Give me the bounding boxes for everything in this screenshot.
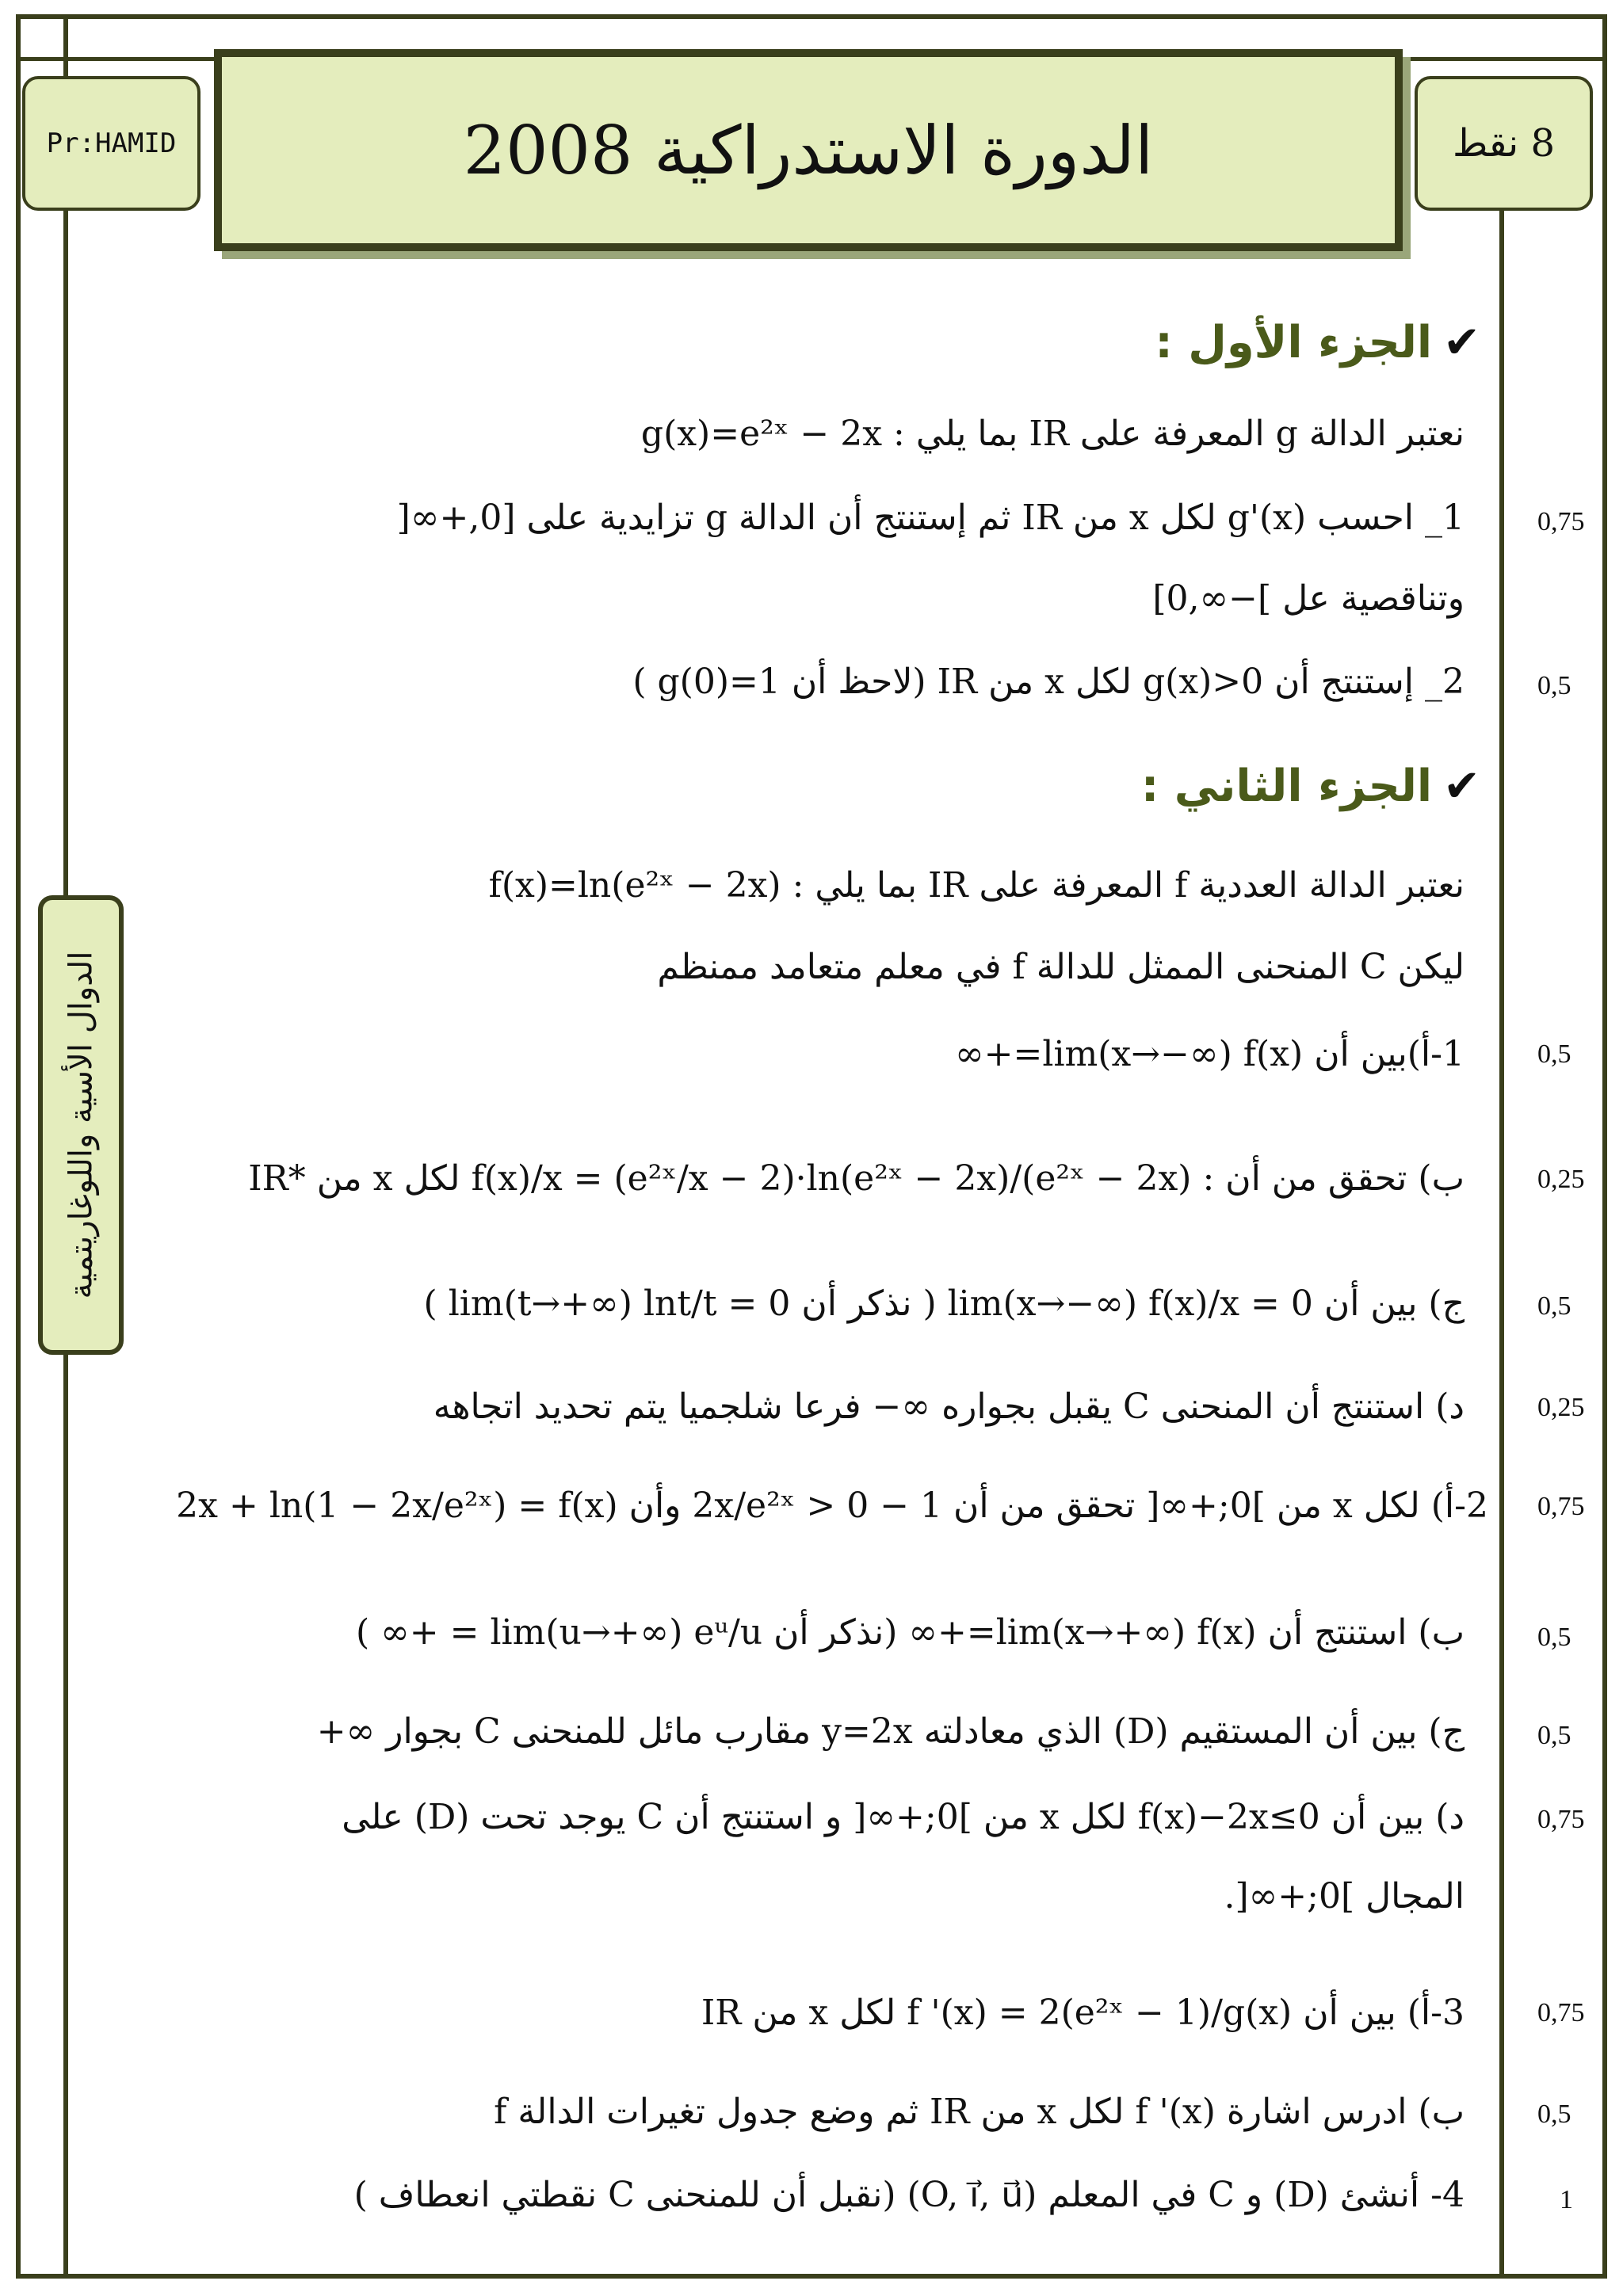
part1-heading xyxy=(1155,317,1480,368)
checkmark-icon: ✔ xyxy=(1443,317,1480,368)
title-box xyxy=(214,49,1403,251)
part2-q1d: د) استنتج أن المنحنى C يقبل بجواره ∞− فرعا شلجميا يتم تحديد اتجاهه xyxy=(433,1386,1465,1427)
part1-q2: 2_ إستنتج أن g(x)>0 لكل x من IR (لاحظ أن g(0)=1 ) xyxy=(632,662,1465,702)
score-p1q2: 0,5 xyxy=(1537,671,1571,700)
score-p2q2b: 0,5 xyxy=(1537,1623,1571,1652)
part2-heading xyxy=(1141,761,1480,812)
left-border-line xyxy=(16,14,21,2279)
part2-q3a: 3-أ) بين أن f '(x) = 2(e²ˣ − 1)/g(x) لكل x من IR xyxy=(701,1993,1465,2033)
score-p2q4: 1 xyxy=(1560,2185,1573,2214)
part2-q2d-line2: المجال ]0;+∞[. xyxy=(1224,1876,1465,1917)
chapter-tab-label: الدوال الأسية واللوغاريتمية xyxy=(63,951,99,1299)
chapter-tab xyxy=(38,895,124,1355)
part2-q1b: ب) تحقق من أن : f(x)/x = (e²ˣ/x − 2)·ln(e²ˣ − 2x)/(e²ˣ − 2x) لكل x من *IR xyxy=(248,1158,1465,1199)
author-box xyxy=(22,76,200,211)
right-border-line xyxy=(1602,14,1607,2279)
points-label: 8 نقط xyxy=(1452,121,1555,166)
score-p2q1a: 0,5 xyxy=(1537,1039,1571,1069)
score-p2q1c: 0,5 xyxy=(1537,1291,1571,1321)
part2-intro2: ليكن C المنحنى الممثل للدالة f في معلم متعامد ممنظم xyxy=(657,947,1465,987)
part2-q1c: ج) بين أن lim(x→−∞) f(x)/x = 0 ( نذكر أن lim(t→+∞) lnt/t = 0 ) xyxy=(423,1283,1465,1324)
part2-q2d-line1: د) بين أن f(x)−2x≤0 لكل x من ]0;+∞[ و استنتج أن C يوجد تحت (D) على xyxy=(342,1797,1465,1837)
score-column-line xyxy=(1499,190,1504,2279)
score-p1q1: 0,75 xyxy=(1537,507,1585,536)
part1-q1-line1: 1_ احسب g'(x) لكل x من IR ثم إستنتج أن الدالة g تزايدية على [0,+∞[ xyxy=(396,498,1465,538)
score-p2q2a: 0,75 xyxy=(1537,1492,1585,1521)
score-p2q3a: 0,75 xyxy=(1537,1998,1585,2027)
page-title: الدورة الاستدراكية 2008 xyxy=(463,111,1154,189)
part2-intro1: نعتبر الدالة العددية f المعرفة على IR بما يلي : f(x)=ln(e²ˣ − 2x) xyxy=(488,865,1465,906)
top-border-line xyxy=(16,14,1607,19)
part1-heading-text: الجزء الأول : xyxy=(1155,317,1433,368)
part2-q2b: ب) استنتج أن lim(x→+∞) f(x)=+∞ (نذكر أن lim(u→+∞) eᵘ/u = +∞ ) xyxy=(355,1612,1465,1653)
part1-q1-line2: وتناقصية عل ]−∞,0] xyxy=(1152,578,1465,619)
part2-q2a: 2-أ) لكل x من ]0;+∞[ تحقق من أن 1 − 2x/e²ˣ > 0 وأن 2x + ln(1 − 2x/e²ˣ) = f(x) xyxy=(176,1486,1488,1526)
part1-intro: نعتبر الدالة g المعرفة على IR بما يلي : g(x)=e²ˣ − 2x xyxy=(640,414,1465,454)
bottom-border-line xyxy=(16,2274,1607,2279)
score-p2q3b: 0,5 xyxy=(1537,2100,1571,2129)
score-p2q1b: 0,25 xyxy=(1537,1165,1585,1194)
part2-q4: 4- أنشئ (D) و C في المعلم (O, i⃗, u⃗) (نقبل أن للمنحنى C نقطتي انعطاف ) xyxy=(353,2175,1465,2215)
score-p2q2d: 0,75 xyxy=(1537,1805,1585,1834)
points-box xyxy=(1415,76,1593,211)
part2-heading-text: الجزء الثاني : xyxy=(1140,761,1433,812)
checkmark-icon: ✔ xyxy=(1443,761,1480,812)
part2-q1a: 1-أ)بين أن lim(x→−∞) f(x)=+∞ xyxy=(954,1034,1465,1074)
part2-q2c: ج) بين أن المستقيم (D) الذي معادلته y=2x مقارب مائل للمنحنى C بجوار ∞+ xyxy=(316,1711,1465,1752)
score-p2q2c: 0,5 xyxy=(1537,1721,1571,1750)
author-name: Pr:HAMID xyxy=(46,128,177,159)
score-p2q1d: 0,25 xyxy=(1537,1393,1585,1422)
part2-q3b: ب) ادرس اشارة f '(x) لكل x من IR ثم وضع جدول تغيرات الدالة f xyxy=(494,2092,1465,2132)
